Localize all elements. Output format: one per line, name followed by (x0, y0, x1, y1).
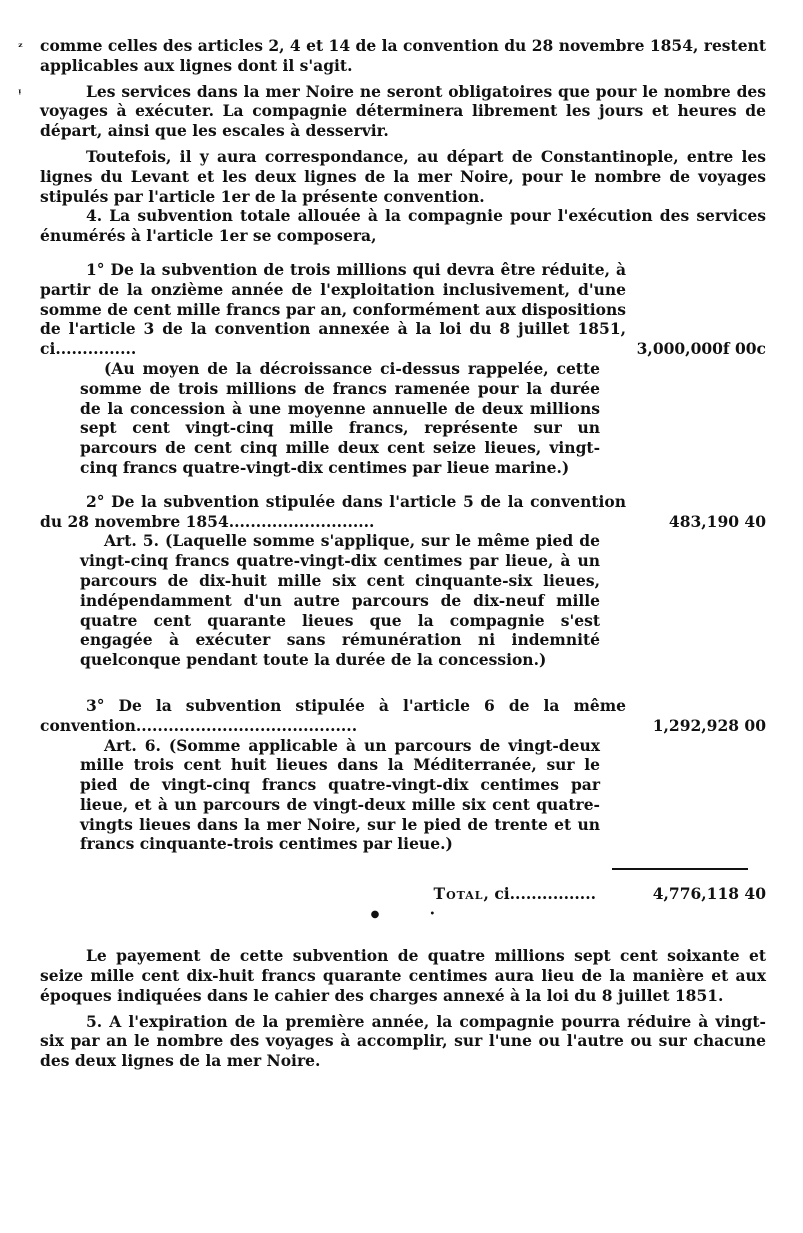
item-1-amount: 3,000,000f 00c (636, 339, 766, 359)
item-3-text: 3° De la subvention stipulée à l'article 6 de la même convention......................................... (40, 695, 626, 735)
total-row (40, 884, 766, 903)
paragraph: Le payement de cette subvention de quatre millions sept cent soixante et seize mille cent dix-huit francs quarante centimes aura lieu de la manière et aux époques indiquées dans le cahier des charges annexé à la loi du 8 juillet 1851. (40, 946, 766, 1005)
margin-mark: ᵎ (18, 86, 22, 100)
paragraph: Toutefois, il y aura correspondance, au départ de Constantinople, entre les lignes du Levant et les deux lignes de la mer Noire, pour le nombre de voyages stipulés par l'article 1er de la présente convention. (40, 146, 766, 206)
subvention-item-1 (40, 260, 766, 359)
item-3-note: Art. 6. (Somme applicable à un parcours de vingt-deux mille trois cent huit lieues dans la Méditerranée, sur le pied de vingt-cinq francs quatre-vingt-dix centimes par lieue, et à un parcours de vingt-deux mille six cent quatre-vingts lieues dans la mer Noire, sur le pied de trente et un francs cinquante-trois centimes par lieue.) (80, 735, 600, 854)
item-3-amount: 1,292,928 00 (652, 715, 766, 735)
paragraph: comme celles des articles 2, 4 et 14 de la convention du 28 novembre 1854, restent applicables aux lignes dont il s'agit. (40, 36, 766, 75)
item-2-amount: 483,190 40 (668, 511, 766, 531)
subvention-item-2 (40, 492, 766, 532)
total-label: Total, ci................ (433, 884, 596, 904)
total-amount: 4,776,118 40 (652, 884, 766, 904)
item-2-text: 2° De la subvention stipulée dans l'article 5 de la convention du 28 novembre 1854........................... (40, 491, 626, 531)
margin-mark: ᶻ (18, 40, 23, 54)
paragraph: Les services dans la mer Noire ne seront obligatoires que pour le nombre des voyages à exécuter. La compagnie déterminera librement les jours et heures de départ, ainsi que les escales à desservir. (40, 81, 766, 141)
total-rule (612, 868, 748, 870)
separator-dots: ● • (370, 909, 436, 921)
article-5-paragraph: 5. A l'expiration de la première année, la compagnie pourra réduire à vingt-six par an le nombre des voyages à accomplir, sur l'une ou l'autre ou sur chacune des deux lignes de la mer Noire. (40, 1011, 766, 1071)
article-4-paragraph: 4. La subvention totale allouée à la compagnie pour l'exécution des services énumérés à l'article 1er se composera, (40, 206, 766, 246)
item-1-note: (Au moyen de la décroissance ci-dessus rappelée, cette somme de trois millions de francs ramenée pour la durée de la concession à une moyenne annuelle de deux millions sept cent vingt-cinq mille francs, représente sur un parcours de cent cinq mille deux cent seize lieues, vingt-cinq francs quatre-vingt-dix centimes par lieue marine.) (80, 358, 600, 477)
subvention-item-3 (40, 696, 766, 736)
document-page (40, 36, 766, 1071)
item-1-text: 1° De la subvention de trois millions qui devra être réduite, à partir de la onzième année de l'exploitation inclusivement, d'une somme de cent mille francs par an, conformément aux dispositions de l'article 3 de la convention annexée à la loi du 8 juillet 1851, ci............... (40, 259, 626, 359)
item-2-note: Art. 5. (Laquelle somme s'applique, sur le même pied de vingt-cinq francs quatre-vingt-dix centimes par lieue, à un parcours de dix-huit mille six cent cinquante-six lieues, indépendamment d'un autre parcours de dix-neuf mille quatre cent quarante lieues que la compagnie s'est engagée à exécuter sans rémunération ni indemnité quelconque pendant toute la durée de la concession.) (80, 531, 600, 670)
